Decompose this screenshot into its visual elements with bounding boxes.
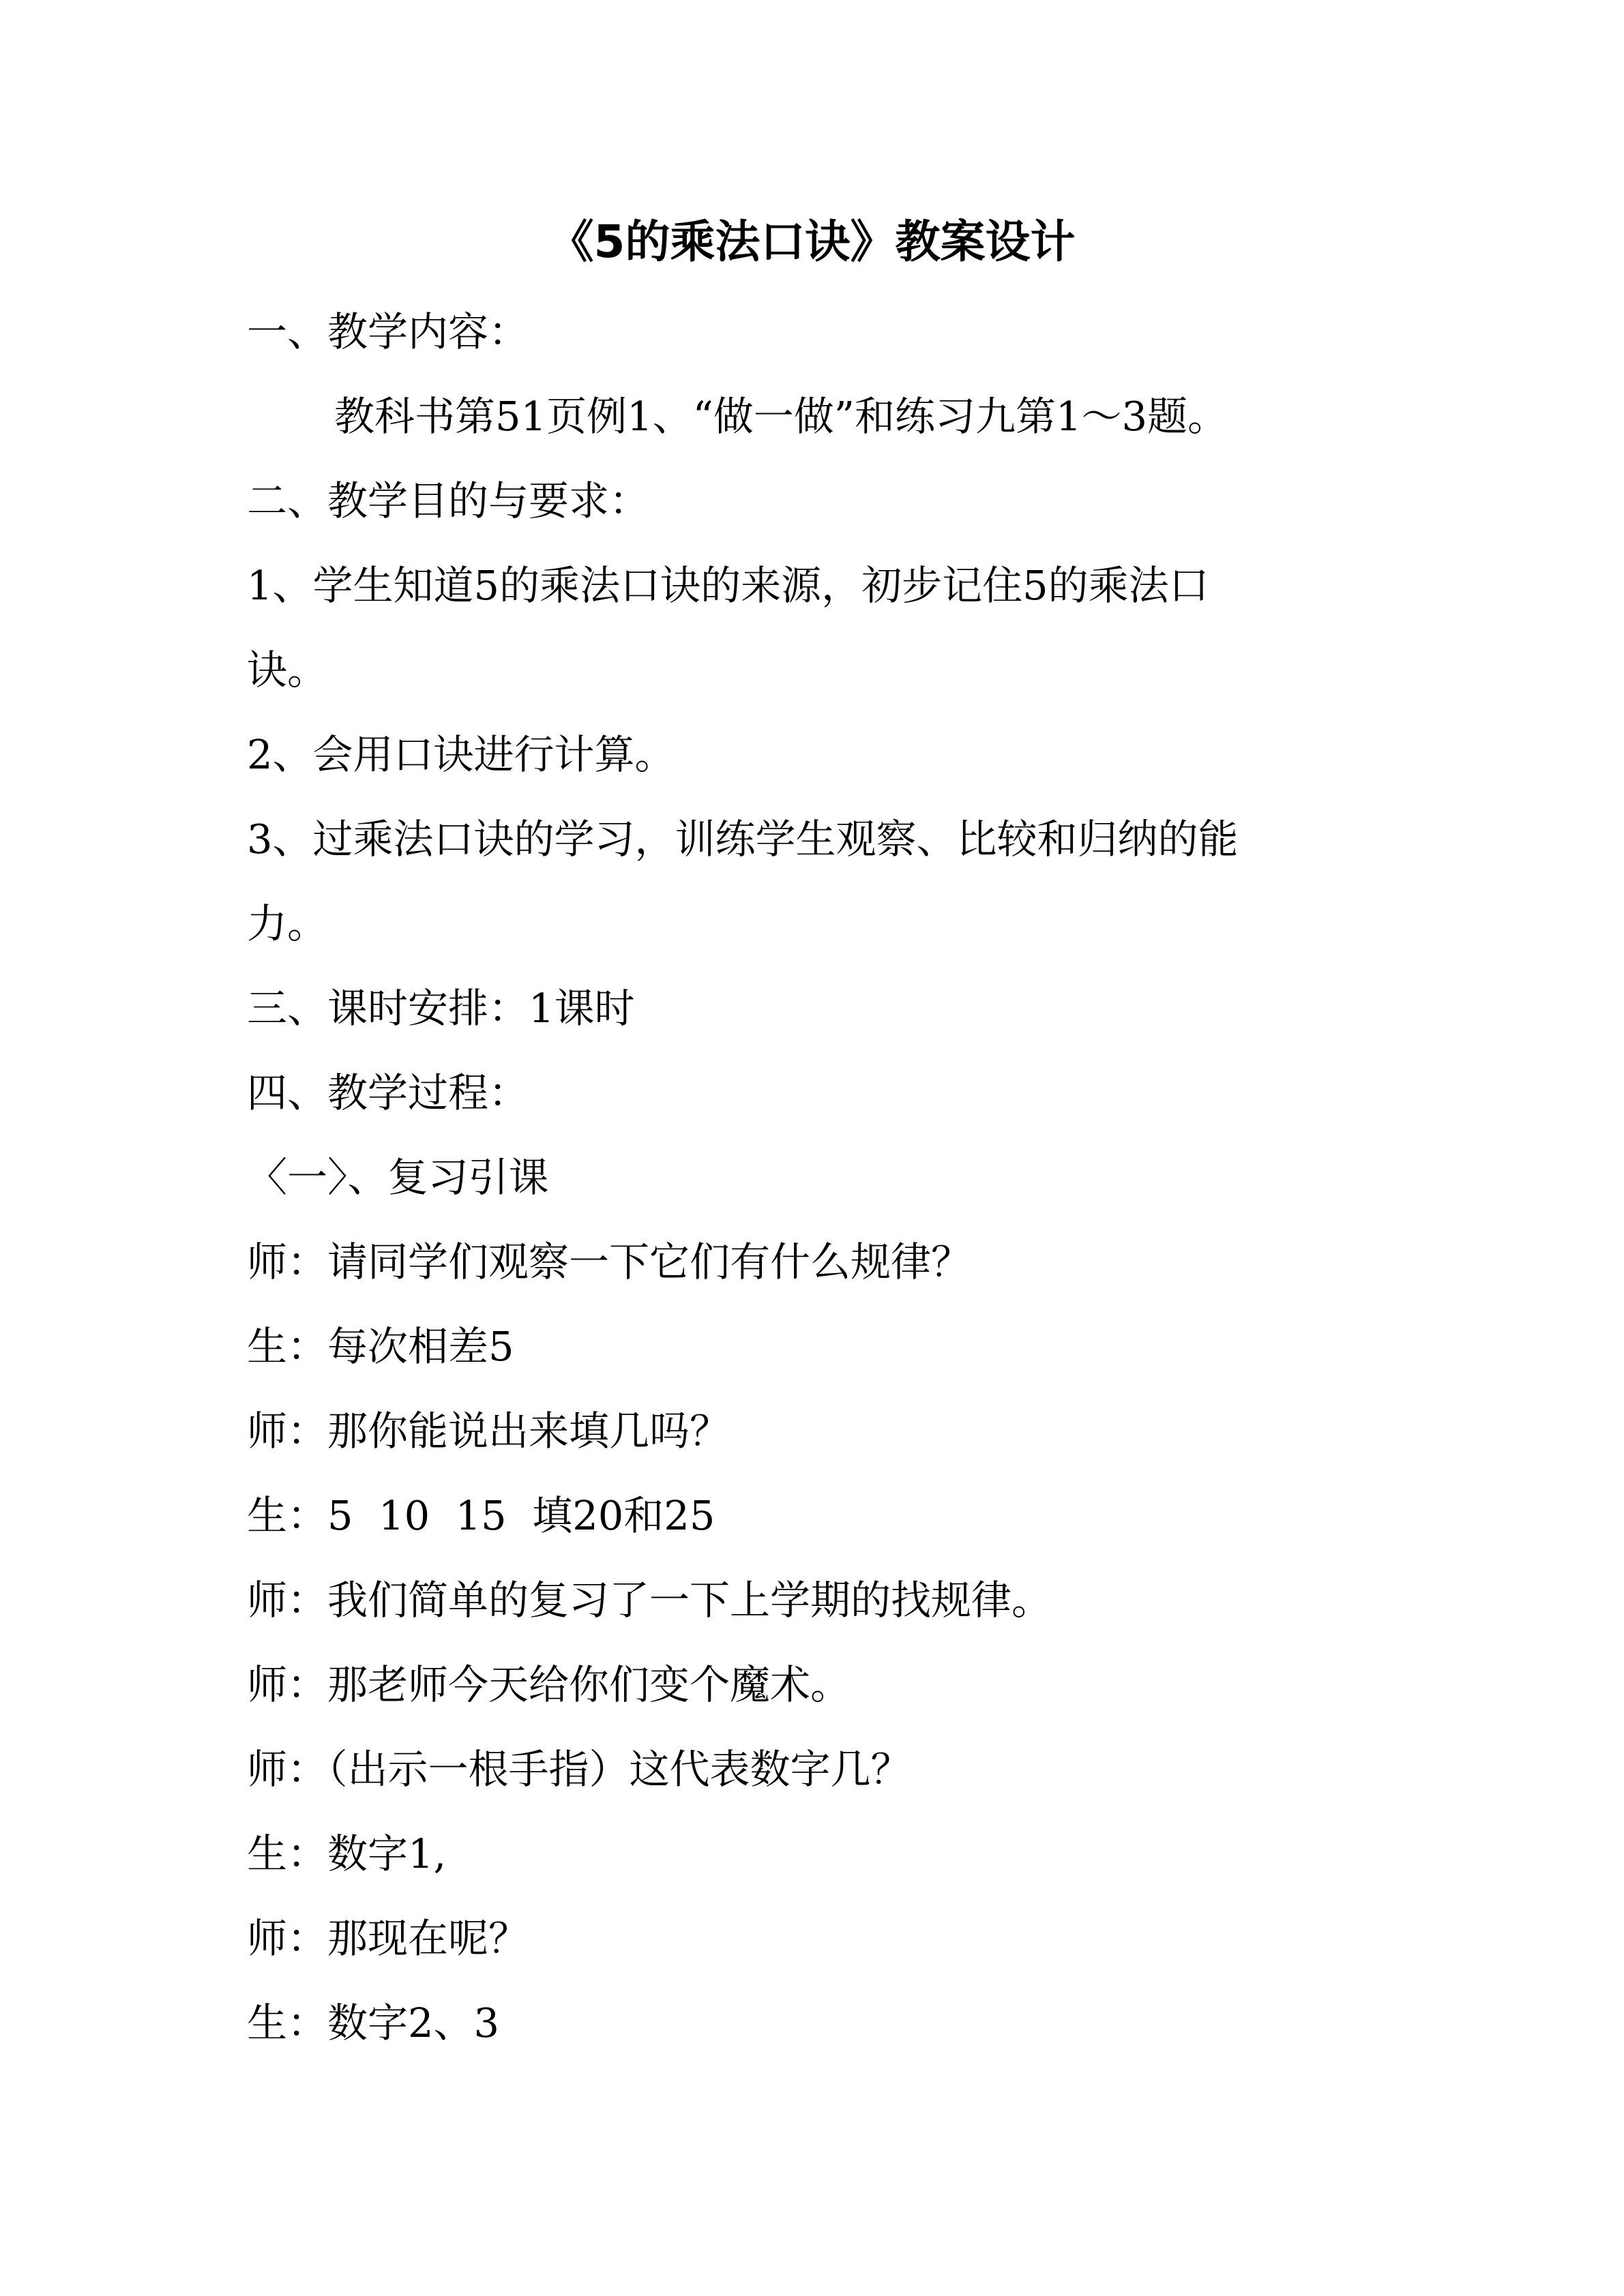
dialogue-line: 师：那现在呢？ xyxy=(247,1915,529,1962)
section-heading-content: 一、教学内容： xyxy=(247,308,529,355)
dialogue-line: 师：那老师今天给你们变个魔术。 xyxy=(247,1661,851,1708)
objective-item-3-continued: 力。 xyxy=(247,900,328,947)
objective-item-3: 3、过乘法口诀的学习，训练学生观察、比较和归纳的能 xyxy=(247,816,1239,863)
section-heading-process: 四、教学过程： xyxy=(247,1069,529,1116)
objective-item-1-continued: 诀。 xyxy=(247,646,328,694)
document-title: 《5的乘法口诀》教案设计 xyxy=(548,215,1076,268)
dialogue-line: 生：数字2、3 xyxy=(247,1999,500,2046)
dialogue-line: 师：请同学们观察一下它们有什么规律？ xyxy=(247,1238,972,1285)
dialogue-line: 生：数字1, xyxy=(247,1830,447,1877)
dialogue-line: 师：（出示一根手指）这代表数字几？ xyxy=(247,1746,911,1793)
dialogue-line: 师：我们简单的复习了一下上学期的找规律。 xyxy=(247,1577,1052,1624)
document-body xyxy=(247,290,1379,2066)
dialogue-line: 师：那你能说出来填几吗？ xyxy=(247,1407,730,1455)
section-heading-objectives: 二、教学目的与要求： xyxy=(247,477,650,524)
paragraph-content: 教科书第51页例1、“做一做”和练习九第1～3题。 xyxy=(334,393,1228,440)
objective-item-2: 2、会用口诀进行计算。 xyxy=(247,731,675,778)
dialogue-line: 生：每次相差5 xyxy=(247,1323,514,1370)
subsection-heading-review: 〈一〉、复习引课 xyxy=(247,1154,549,1201)
section-heading-schedule: 三、课时安排：1课时 xyxy=(247,985,635,1032)
dialogue-line: 生：5 10 15 填20和25 xyxy=(247,1492,715,1539)
objective-item-1: 1、学生知道5的乘法口诀的来源，初步记住5的乘法口 xyxy=(247,562,1209,609)
